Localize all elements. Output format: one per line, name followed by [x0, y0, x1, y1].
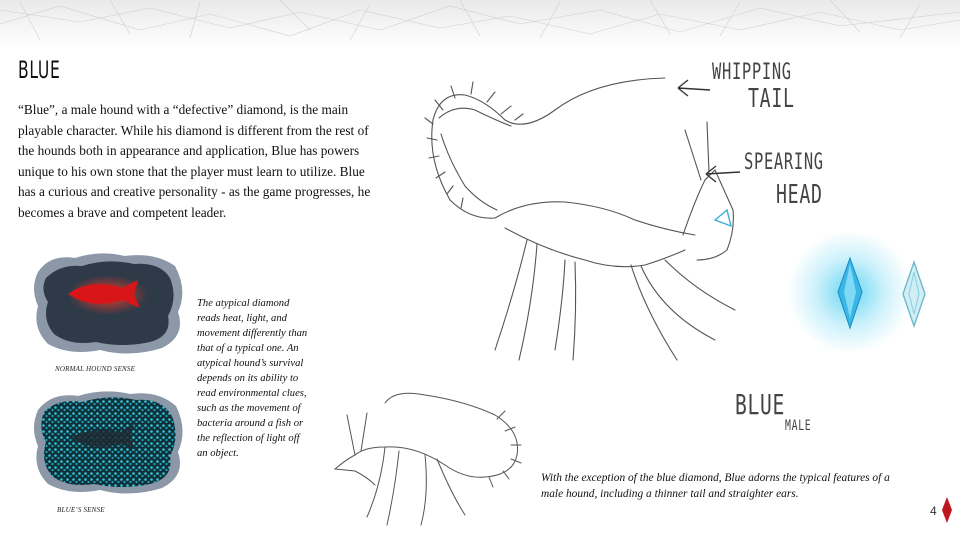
normal-sense-image [30, 250, 185, 358]
head-annotation-line1: SPEARING [744, 150, 824, 175]
diamond-illustrations [780, 218, 950, 358]
name-annotation: BLUE [735, 388, 786, 421]
tail-annotation-line2: TAIL [748, 84, 795, 114]
diamond-side-note: The atypical diamond reads heat, light, and movement differently than that of a typical one. An atypical hound’s survival depends on its ability to read environmental clues, such as the movement of bacteria around a fish or the reflection of light off an object. [197, 298, 308, 459]
normal-sense-caption: NORMAL HOUND SENSE [55, 365, 136, 373]
head-arrow [700, 160, 742, 184]
tail-annotation-line1: WHIPPING [712, 60, 792, 85]
page-title: BLUE [18, 56, 61, 84]
head-annotation-line2: HEAD [776, 180, 823, 210]
blue-sense-image [30, 388, 185, 498]
blue-hound-sketch-secondary [325, 385, 525, 530]
tail-arrow [672, 72, 712, 102]
page-number: 4 [930, 504, 937, 518]
blue-sense-caption: BLUE’S SENSE [57, 506, 105, 514]
top-texture-band [0, 0, 960, 48]
red-diamond-icon [941, 496, 953, 524]
intro-paragraph: “Blue”, a male hound with a “defective” diamond, is the main playable character. While his diamond is different from the rest of the hounds both in appearance and application, Blue has powers unique to his own stone that the player must learn to utilize. Blue has a curious and creative personality - as the game progresses, he becomes a brave and competent leader. [18, 102, 371, 220]
bottom-note: With the exception of the blue diamond, Blue adorns the typical features of a male hound, including a thinner tail and straighter ears. [541, 472, 890, 500]
sex-annotation: MALE [785, 418, 812, 434]
blue-hound-sketch-main [415, 60, 775, 390]
